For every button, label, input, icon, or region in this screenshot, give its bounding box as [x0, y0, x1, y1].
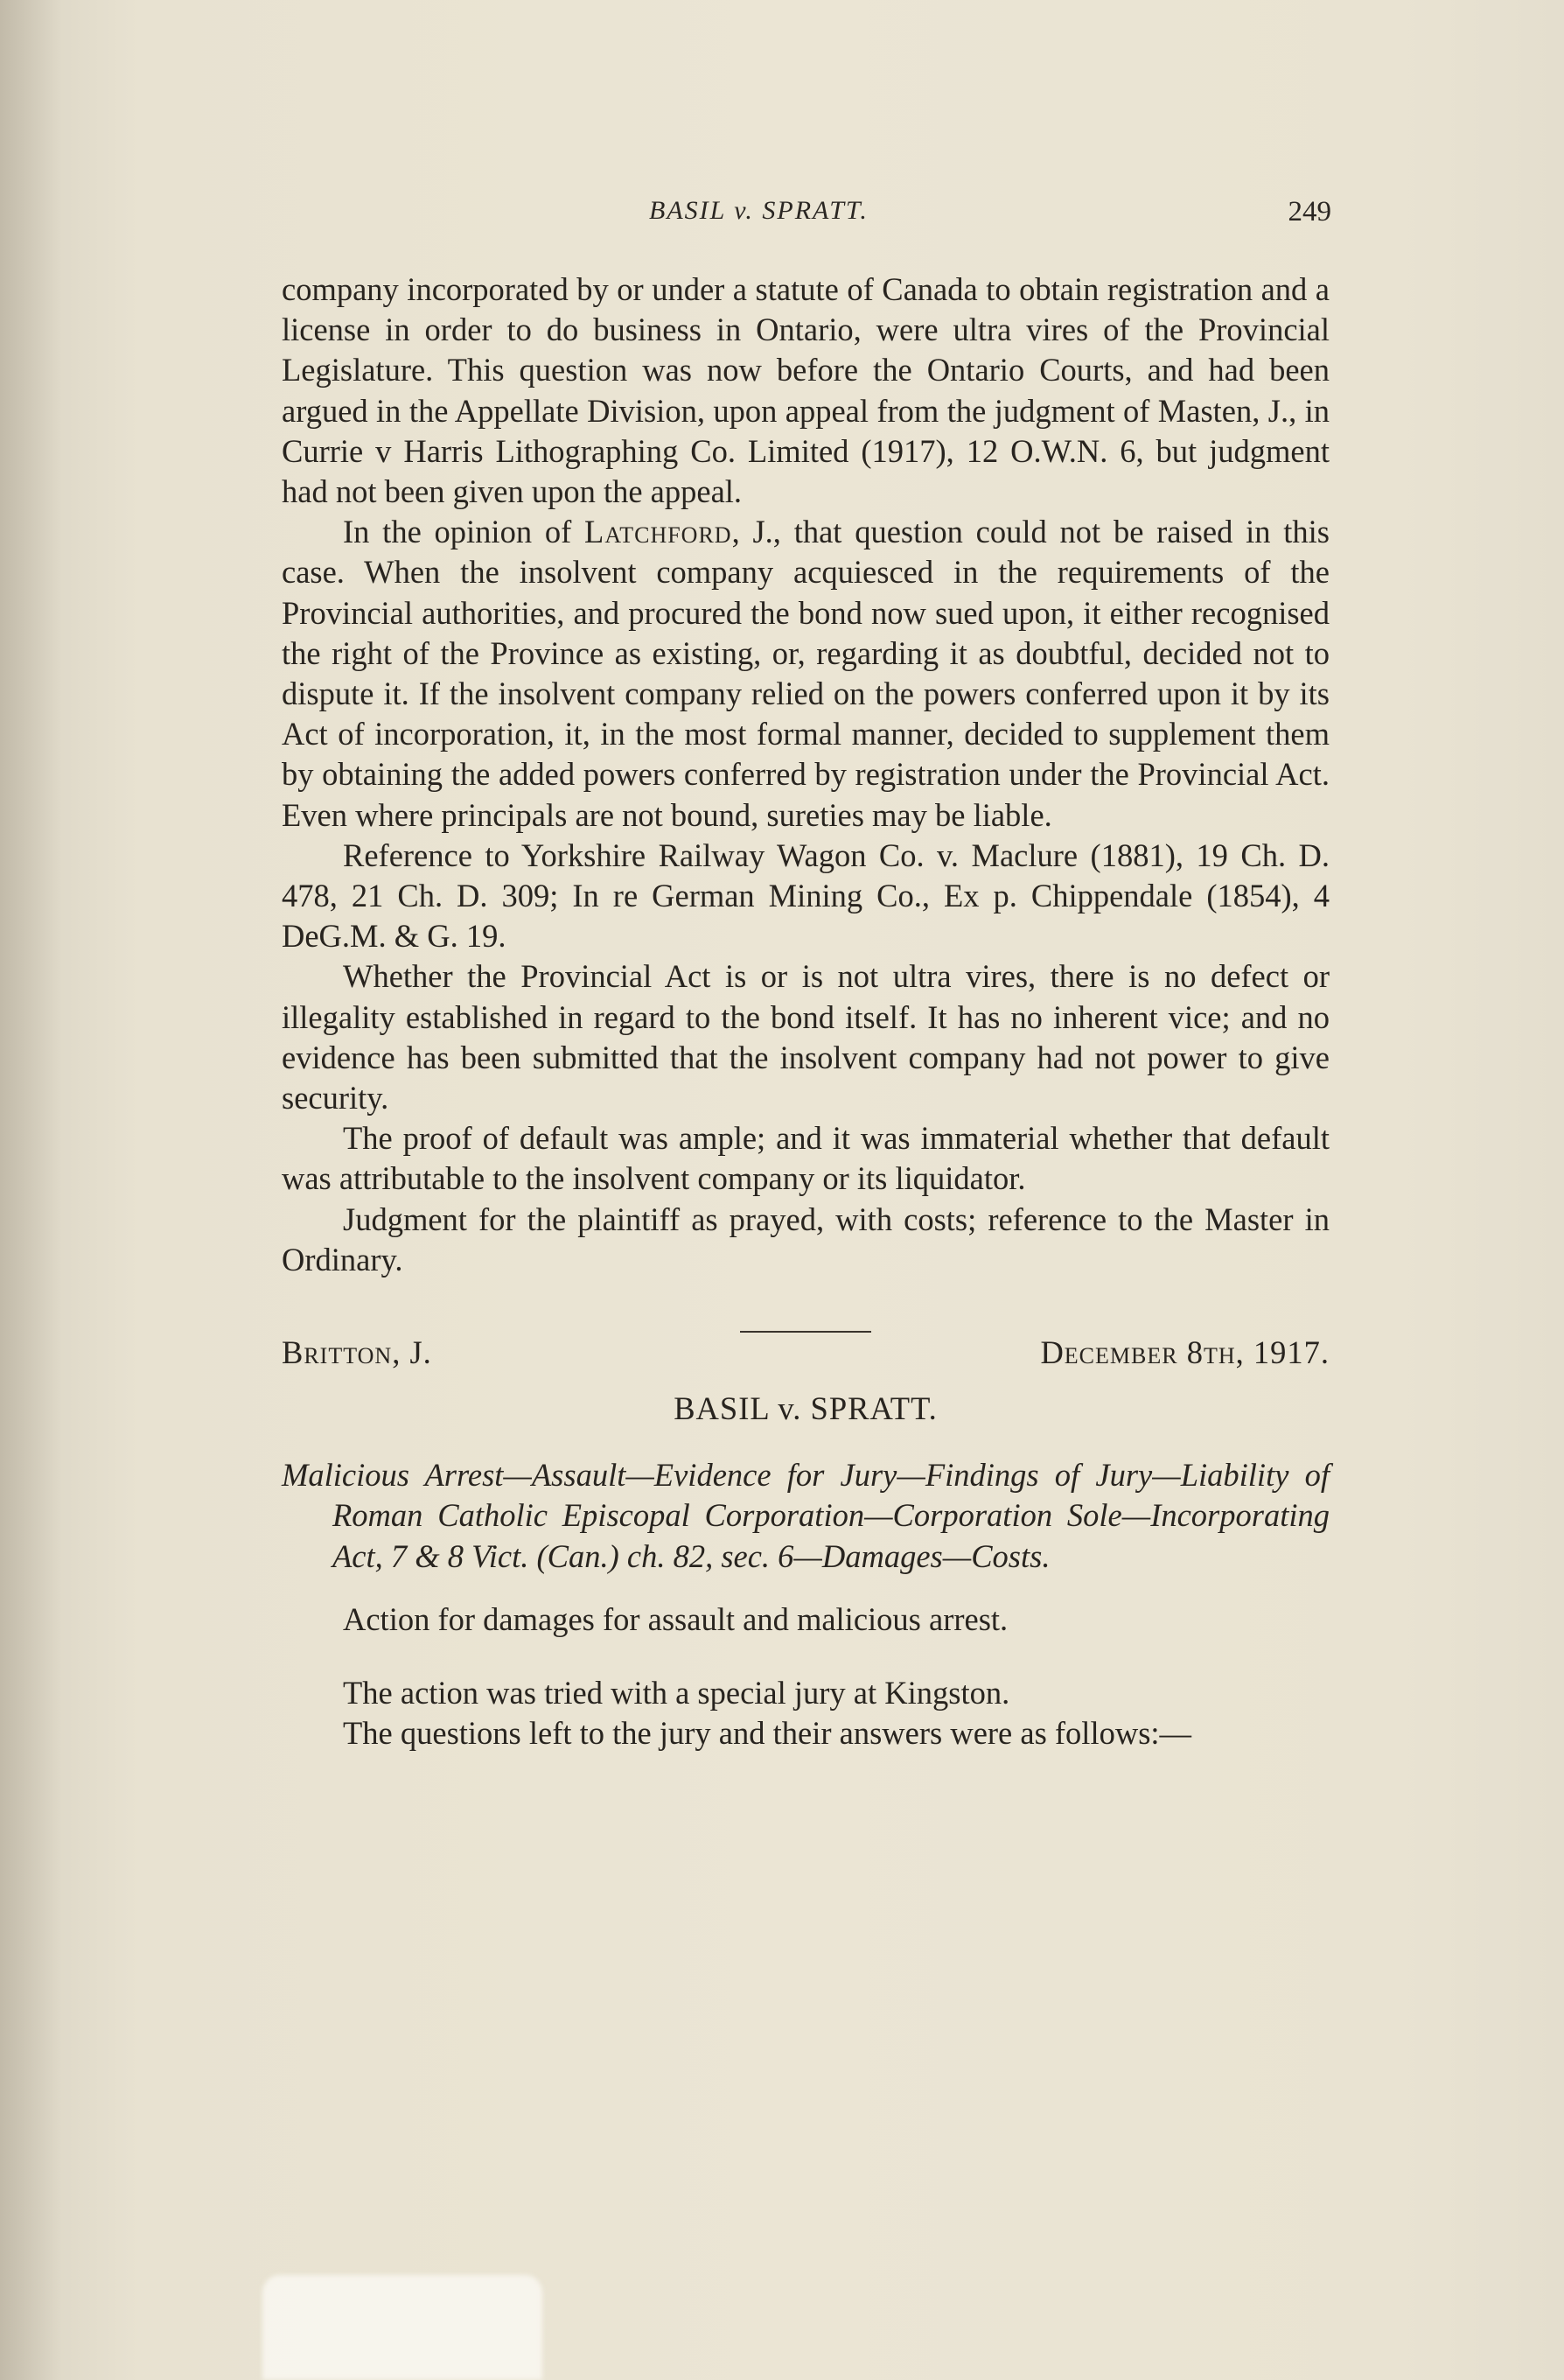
headnote: Malicious Arrest—Assault—Evidence for Jury—Findings of Jury—Liability of Roman Catholic Episcopal Corporation—Corporation Sole—Incorporating Act, 7 & 8 Vict. (Can.) ch. 82, sec. 6—Damages—Costs. [282, 1457, 1330, 1574]
paragraph-default: The proof of default was ample; and it was immaterial whether that default was attributable to the insolvent company or its liquidator. [282, 1120, 1330, 1197]
paragraph-reference: Reference to Yorkshire Railway Wagon Co. v. Maclure (1881), 19 Ch. D. 478, 21 Ch. D. 309; In re German Mining Co., Ex p. Chippendale (1854), 4 DeG.M. & G. 19. [282, 836, 1330, 955]
paragraph-latchford-opinion [282, 512, 1330, 836]
paragraph-lead-text: In the opinion of [343, 514, 585, 550]
running-title: BASIL v. SPRATT. [649, 196, 869, 225]
paragraph-continuation: company incorporated by or under a statute of Canada to obtain registration and a license in order to do business in Ontario, were ultra vires of the Provincial Legislature. This question was now before the Ontario Courts, and had been argued in the Appellate Division, upon appeal from the judgment of Masten, J., in Currie v Harris Lithographing Co. Limited (1917), 12 O.W.N. 6, but judgment had not been given upon the appeal. [282, 271, 1330, 510]
dateline-judge: Britton, J. [282, 1334, 432, 1371]
paragraph-questions: The questions left to the jury and their answers were as follows:— [343, 1715, 1192, 1752]
dateline [282, 1333, 1330, 1376]
paragraph-rest-text: , J., that question could not be raised in this case. When the insolvent company acquiesced in the requirements of the Provincial authorities, and procured the bond now sued upon, it either recognised the right of the Province as existing, or, regarding it as doubtful, decided not to dispute it. If the insolvent company relied on the powers conferred upon it by its Act of incorporation, it, in the most formal manner, decided to supplement them by obtaining the added powers conferred by registration under the Provincial Act. Even where principals are not bound, sureties may be liable. [282, 514, 1330, 833]
paragraph-judgment: Judgment for the plaintiff as prayed, with costs; reference to the Master in Ordinary. [282, 1200, 1330, 1278]
paragraph-trial: The action was tried with a special jury at Kingston. [343, 1675, 1010, 1712]
paragraph-action: Action for damages for assault and malicious arrest. [343, 1600, 1009, 1637]
case-title: BASIL v. SPRATT. [674, 1390, 938, 1427]
page-body [282, 270, 1330, 1754]
judge-name: Latchford [584, 514, 732, 550]
page-number: 249 [1288, 196, 1331, 228]
running-head [282, 196, 1331, 231]
dateline-date: December 8th, 1917. [1040, 1334, 1330, 1371]
paragraph-ultra-vires: Whether the Provincial Act is or is not ultra vires, there is no defect or illegality established in regard to the bond itself. It has no inherent vice; and no evidence has been submitted that the insolvent company had not power to give security. [282, 958, 1330, 1116]
